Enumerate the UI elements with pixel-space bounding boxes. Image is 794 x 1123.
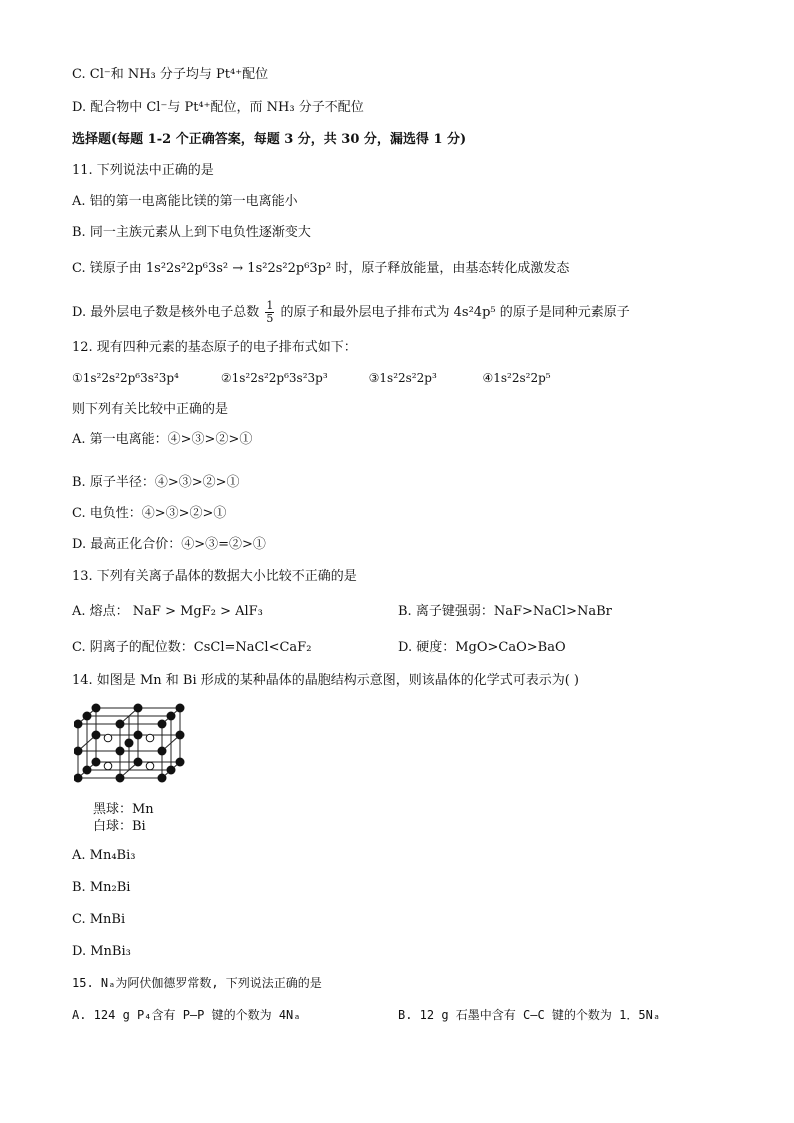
config-1: ①1s²2s²2p⁶3s²3p⁴ xyxy=(72,371,179,385)
config-4: ④1s²2s²2p⁵ xyxy=(482,371,551,385)
question-13: 13. 下列有关离子晶体的数据大小比较不正确的是 xyxy=(72,569,357,584)
q14-option-b: B. Mn₂Bi xyxy=(72,880,131,895)
q14-option-c: C. MnBi xyxy=(72,912,126,927)
q13-option-c: C. 阴离子的配位数：CsCl=NaCl<CaF₂ xyxy=(72,640,312,655)
legend-white-ball: 白球：Bi xyxy=(93,819,146,834)
config-3: ③1s²2s²2p³ xyxy=(368,371,437,385)
option-d-line: D. 配合物中 Cl⁻与 Pt⁴⁺配位，而 NH₃ 分子不配位 xyxy=(72,100,364,115)
q11d-text-pre: D. 最外层电子数是核外电子总数 xyxy=(72,305,260,320)
q11-option-c: C. 镁原子由 1s²2s²2p⁶3s² → 1s²2s²2p⁶3p² 时，原子释放能量，由基态转化成激发态 xyxy=(72,261,570,276)
q11-option-d xyxy=(72,300,630,325)
q13-option-d: D. 硬度：MgO>CaO>BaO xyxy=(398,640,566,655)
crystal-cell-diagram xyxy=(74,700,189,795)
q14-option-d: D. MnBi₃ xyxy=(72,944,131,959)
q12-configs xyxy=(72,369,551,387)
q15-option-a: A. 124 g P₄含有 P—P 键的个数为 4Nₐ xyxy=(72,1008,301,1022)
option-c-line: C. Cl⁻和 NH₃ 分子均与 Pt⁴⁺配位 xyxy=(72,67,269,82)
q11-option-b: B. 同一主族元素从上到下电负性逐渐变大 xyxy=(72,225,311,240)
fraction xyxy=(265,300,274,325)
question-11: 11. 下列说法中正确的是 xyxy=(72,163,214,178)
question-12: 12. 现有四种元素的基态原子的电子排布式如下： xyxy=(72,340,357,355)
q12-option-a: A. 第一电离能：④>③>②>① xyxy=(72,432,253,447)
q12-option-d: D. 最高正化合价：④>③=②>① xyxy=(72,537,266,552)
question-15: 15. Nₐ为阿伏伽德罗常数, 下列说法正确的是 xyxy=(72,976,322,990)
q13-option-b: B. 离子键强弱：NaF>NaCl>NaBr xyxy=(398,604,612,619)
fraction-numerator: 1 xyxy=(266,299,274,312)
q14-option-a: A. Mn₄Bi₃ xyxy=(72,848,136,863)
q12-stem: 则下列有关比较中正确的是 xyxy=(72,402,229,417)
q11d-text-post: 的原子和最外层电子排布式为 4s²4p⁵ 的原子是同种元素原子 xyxy=(280,305,630,320)
legend-black-ball: 黑球：Mn xyxy=(93,802,154,817)
fraction-denominator: 5 xyxy=(266,312,274,325)
config-2: ②1s²2s²2p⁶3s²3p³ xyxy=(220,371,328,385)
q15-option-b: B. 12 g 石墨中含有 C—C 键的个数为 1．5Nₐ xyxy=(398,1008,661,1022)
q12-option-c: C. 电负性：④>③>②>① xyxy=(72,506,227,521)
q11-option-a: A. 铝的第一电离能比镁的第一电离能小 xyxy=(72,194,298,209)
q13-option-a: A. 熔点： NaF > MgF₂ > AlF₃ xyxy=(72,604,263,619)
section-heading: 选择题(每题 1-2 个正确答案，每题 3 分，共 30 分，漏选得 1 分) xyxy=(72,132,467,147)
question-14: 14. 如图是 Mn 和 Bi 形成的某种晶体的晶胞结构示意图，则该晶体的化学式可表示为( ) xyxy=(72,673,580,688)
q12-option-b: B. 原子半径：④>③>②>① xyxy=(72,475,240,490)
